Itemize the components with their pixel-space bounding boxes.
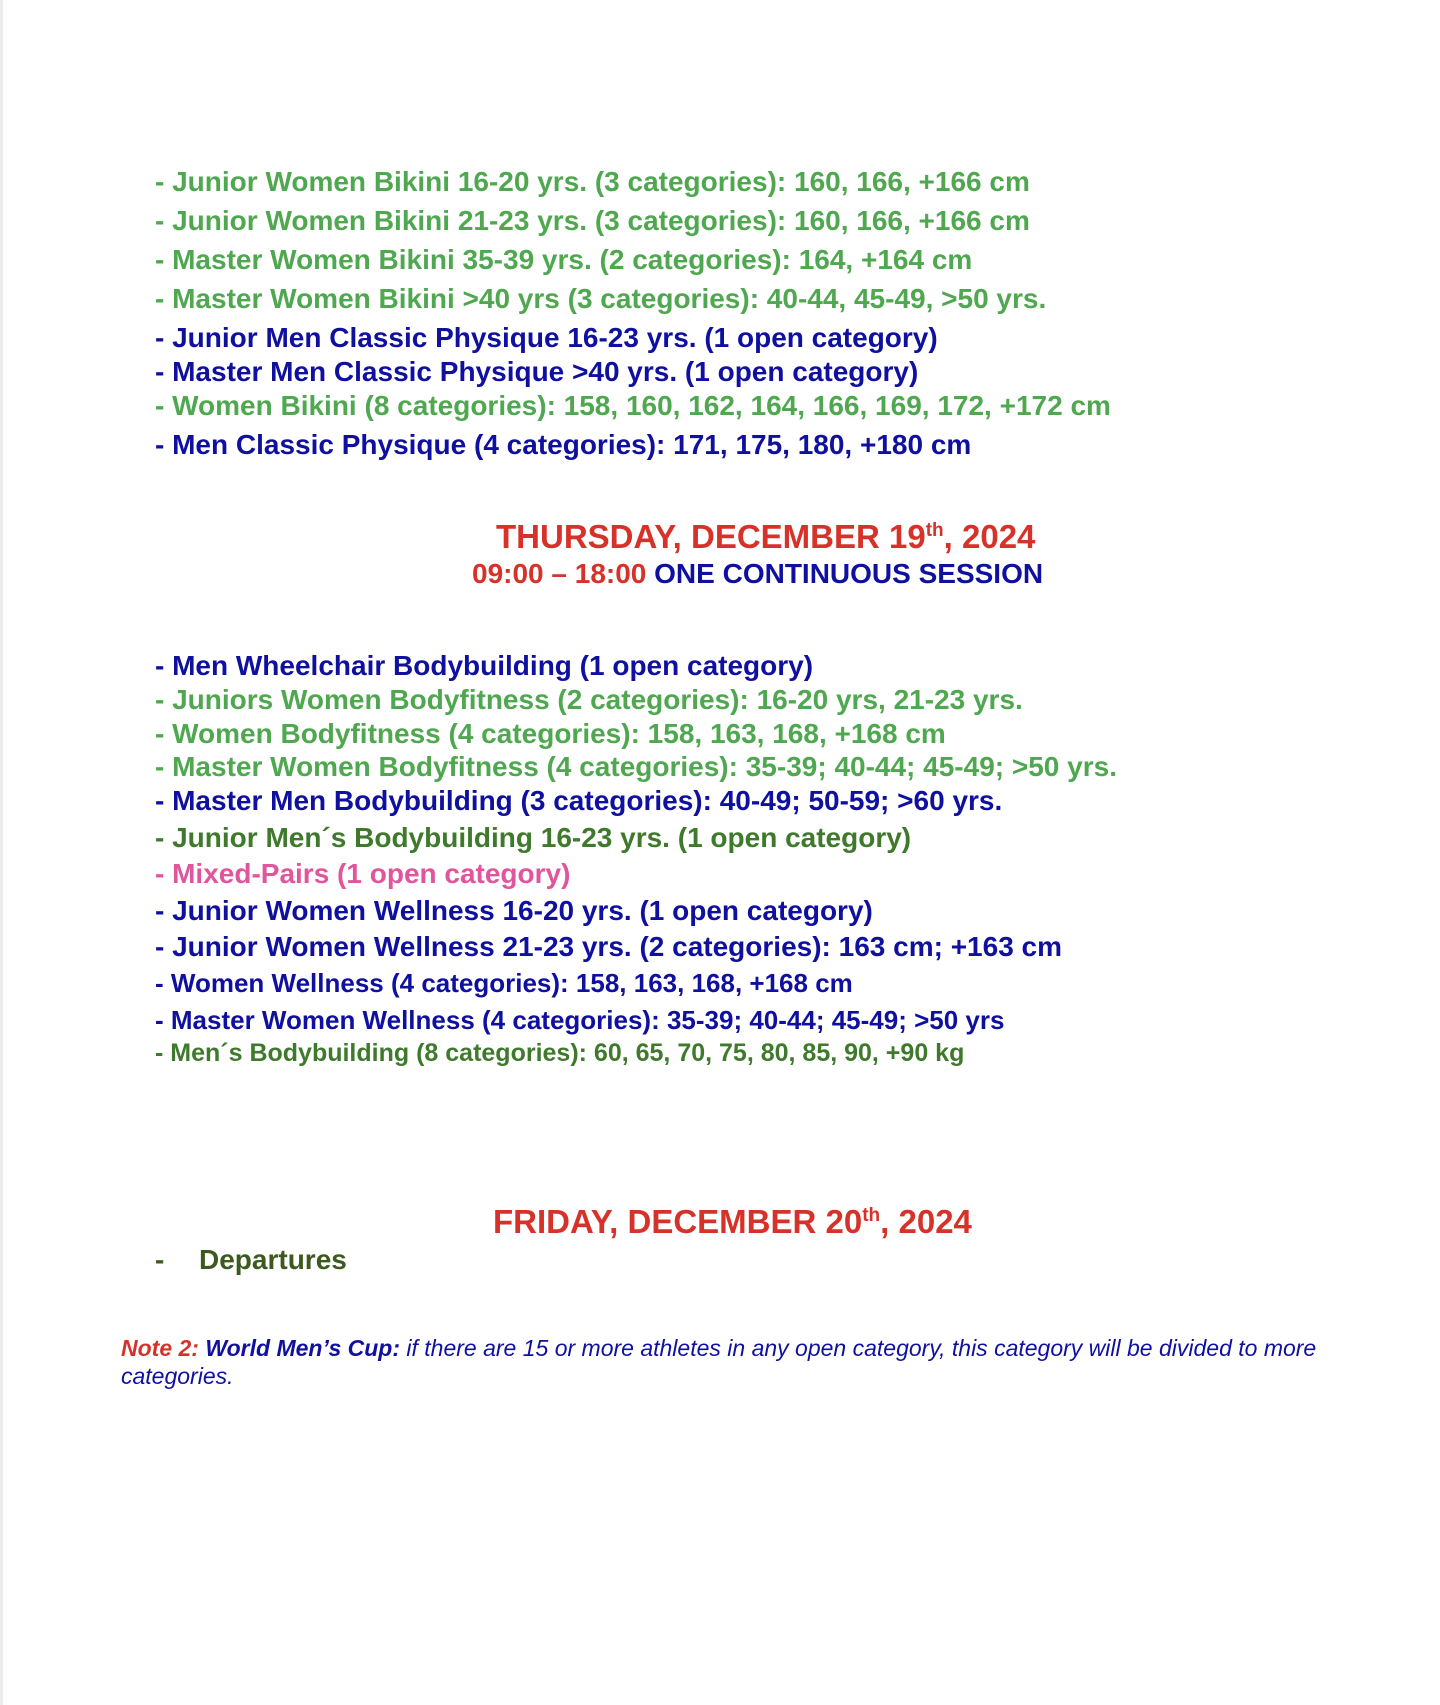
thursday-heading-sup: th — [925, 520, 944, 541]
list-item: - Junior Men´s Bodybuilding 16-23 yrs. (1 open category) — [155, 822, 912, 853]
friday-heading-sup: th — [862, 1205, 881, 1226]
list-item: - Master Women Bikini 35-39 yrs. (2 categories): 164, +164 cm — [155, 244, 973, 275]
list-item: - Junior Women Wellness 16-20 yrs. (1 open category) — [155, 895, 873, 926]
note-title: World Men’s Cup: — [205, 1335, 400, 1361]
list-item: - Men Wheelchair Bodybuilding (1 open category) — [155, 650, 814, 681]
thursday-heading — [496, 518, 1035, 556]
list-item: - Junior Men Classic Physique 16-23 yrs. (1 open category) — [155, 322, 938, 353]
note-text: if there are 15 or more athletes in any open category, this category will be divided to more categories. — [121, 1335, 1317, 1389]
thursday-heading-main: THURSDAY, DECEMBER 19 — [496, 518, 926, 555]
list-item: - Women Wellness (4 categories): 158, 163, 168, +168 cm — [155, 968, 853, 998]
list-item: - Mixed-Pairs (1 open category) — [155, 858, 571, 889]
list-item: - Juniors Women Bodyfitness (2 categories): 16-20 yrs, 21-23 yrs. — [155, 684, 1023, 715]
list-item: - Master Men Classic Physique >40 yrs. (1 open category) — [155, 356, 919, 387]
departures-dash: - — [155, 1244, 165, 1275]
list-item: - Junior Women Wellness 21-23 yrs. (2 categories): 163 cm; +163 cm — [155, 931, 1063, 962]
note-label: Note 2: — [121, 1335, 199, 1361]
session-line — [472, 558, 1043, 590]
friday-heading-main: FRIDAY, DECEMBER 20 — [493, 1203, 863, 1240]
list-item: - Master Women Bodyfitness (4 categories): 35-39; 40-44; 45-49; >50 yrs. — [155, 751, 1117, 782]
friday-heading-year: , 2024 — [880, 1203, 972, 1240]
list-item: - Master Women Bikini >40 yrs (3 categories): 40-44, 45-49, >50 yrs. — [155, 283, 1047, 314]
list-item: - Junior Women Bikini 16-20 yrs. (3 categories): 160, 166, +166 cm — [155, 166, 1030, 197]
list-item: - Women Bikini (8 categories): 158, 160, 162, 164, 166, 169, 172, +172 cm — [155, 390, 1111, 421]
session-time: 09:00 – 18:00 — [472, 558, 647, 589]
friday-heading — [493, 1203, 972, 1241]
list-item: - Men´s Bodybuilding (8 categories): 60, 65, 70, 75, 80, 85, 90, +90 kg — [155, 1039, 965, 1067]
list-item: - Men Classic Physique (4 categories): 171, 175, 180, +180 cm — [155, 429, 972, 460]
page-edge — [0, 0, 3, 1705]
departures-item — [155, 1244, 347, 1276]
session-label: ONE CONTINUOUS SESSION — [654, 558, 1044, 589]
list-item: - Junior Women Bikini 21-23 yrs. (3 categories): 160, 166, +166 cm — [155, 205, 1030, 236]
list-item: - Master Women Wellness (4 categories): 35-39; 40-44; 45-49; >50 yrs — [155, 1005, 1005, 1035]
list-item: - Women Bodyfitness (4 categories): 158, 163, 168, +168 cm — [155, 718, 946, 749]
list-item: - Master Men Bodybuilding (3 categories): 40-49; 50-59; >60 yrs. — [155, 785, 1003, 816]
note-paragraph — [121, 1334, 1341, 1390]
thursday-heading-year: , 2024 — [943, 518, 1036, 555]
departures-label: Departures — [199, 1244, 347, 1275]
